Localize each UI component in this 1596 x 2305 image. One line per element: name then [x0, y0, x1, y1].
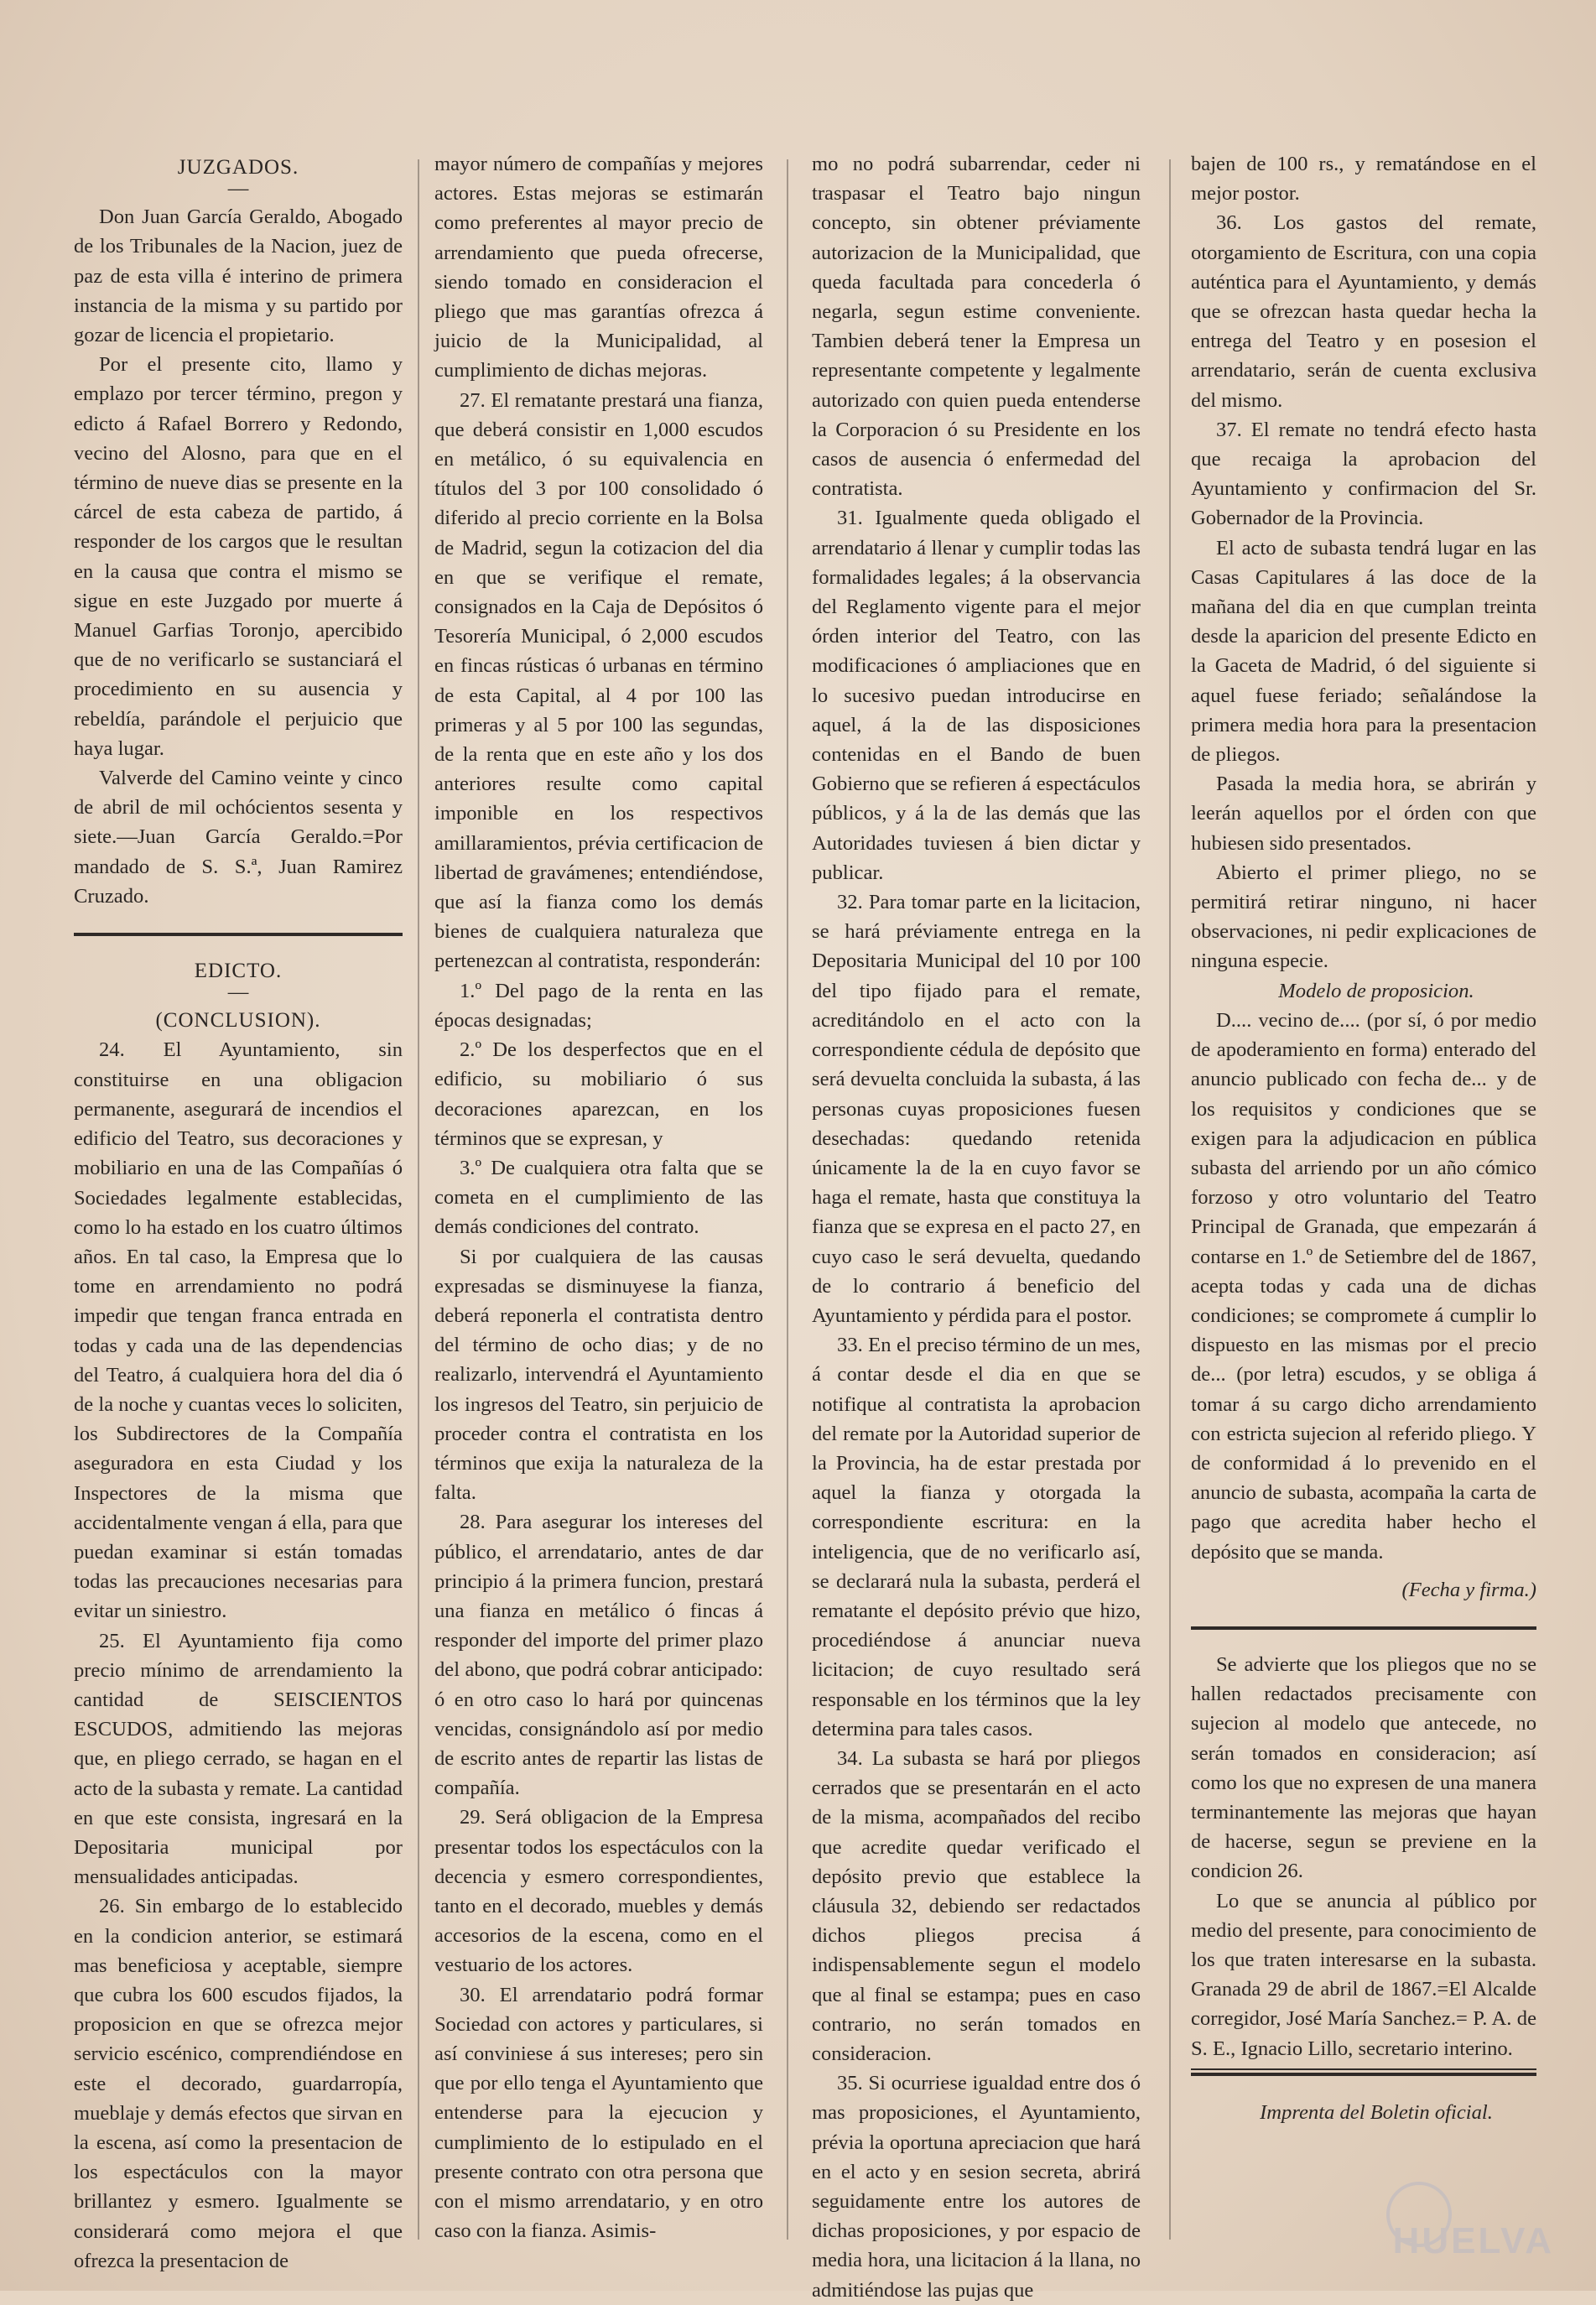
paragraph: 36. Los gastos del remate, otorgamiento de Escritura, con una copia auténtica para el Ayuntamiento, y demás que se ofrezcan hasta quedar hecha la entrega del Teatro y en posesion el arrendatario, serán de cuenta exclusiva del mismo. [1191, 211, 1536, 412]
paragraph: 34. La subasta se hará por pliegos cerrados que se presentarán en el acto de la misma, acompañados del recibo que acredite quedar verificado el depósito previo que establece la cláusula 32, debiendo ser redactados dichos pliegos precisa á indispensablemente segun el modelo que al final se estampa; pues en caso contrario, no serán tomados en consideracion. [812, 1746, 1141, 2065]
paragraph: 3.º De cualquiera otra falta que se cometa en el cumplimiento de las demás condiciones del contrato. [434, 1156, 763, 1239]
paragraph: 24. El Ayuntamiento, sin constituirse en una obligacion permanente, asegurará de incendios el edificio del Teatro, sus decoraciones y mobiliario en una de las Compañías ó Sociedades legalmente establecidas, como lo ha estado en los cuatro últimos años. En tal caso, la Empresa que lo tome en arrendamiento no podrá impedir que tengan franca entrada en todas y cada una de las dependencias del Teatro, á cualquiera hora del dia ó de la noche y cuantas veces lo soliciten, los Subdirectores de la Compañía aseguradora en esta Ciudad y los Inspectores de la misma que accidentalmente vengan á ella, para que puedan examinar si están tomadas todas las precauciones necesarias para evitar un siniestro. [74, 1038, 403, 1623]
paragraph: El acto de subasta tendrá lugar en las Casas Capitulares á las doce de la mañana del dia en que cumplan treinta desde la aparicion del presente Edicto en la Gaceta de Madrid, ó del siguiente si aquel fuese feriado; señalándose la primera media hora para la presentacion de pliegos. [1191, 536, 1536, 767]
section-rule [74, 933, 403, 936]
paragraph: mayor número de compañías y mejores actores. Estas mejoras se estimarán como preferentes al mayor precio de arrendamiento que pueda ofrecerse, siendo tomado en consideracion el pliego que mas garantías ofrezca á juicio de la Municipalidad, al cumplimiento de dichas mejoras. [434, 153, 763, 382]
paragraph: mo no podrá subarrendar, ceder ni traspasar el Teatro bajo ningun concepto, sin obtener préviamente autorizacion de la Municipalidad, que queda facultada para concederla ó negarla, segun estime conveniente. Tambien deberá tener la Empresa un representante competente y legalmente autorizado con quien pueda entenderse la Corporacion ó su Presidente en los casos de ausencia ó enfermedad del contratista. [812, 153, 1141, 501]
paragraph: 31. Igualmente queda obligado el arrendatario á llenar y cumplir todas las formalidades legales; á la observancia del Reglamento vigente para el mejor órden interior del Teatro, con las modificaciones ó ampliaciones que en lo sucesivo puedan introducirse en aquel, á la de las disposiciones contenidas en el Bando de buen Gobierno que se refieren á espectáculos públicos, y á la de las demás que las Autoridades tuviesen á bien dictar y publicar. [812, 507, 1141, 884]
paragraph: 33. En el preciso término de un mes, á contar desde el dia en que se notifique al contratista la aprobacion del remate por la Autoridad superior de la Provincia, ha de estar prestada por aquel la fianza y otorgada la correspondiente escritura: en la inteligencia, que de no verificarlo así, se declarará nula la subasta, perderá el rematante el depósito prévio que hizo, procediéndose á anunciar nueva licitacion; de cuyo resultado será responsable en los términos que la ley determina para tales casos. [812, 1334, 1141, 1740]
paragraph: Por el presente cito, llamo y emplazo por tercer término, pregon y edicto á Rafael Borrero y Redondo, vecino del Alosno, para que en el término de nueve dias se presente en la cárcel de esta cabeza de partido, á responder de los cargos que le resultan en la causa que contra el mismo se sigue en este Juzgado por muerte á Manuel Garfias Toronjo, apercibido que de no verificarlo se sustanciará el procedimiento en su ausencia y rebeldía, parándole el perjuicio que haya lugar. [74, 353, 403, 760]
paragraph: D.... vecino de.... (por sí, ó por medio de apoderamiento en forma) enterado del anuncio publicado con fecha de... y de los requisitos y condiciones que se exigen para la adjudicacion en pública subasta del arriendo por un año cómico forzoso y otro voluntario del Teatro Principal de Granada, que empezarán á contarse en 1.º de Setiembre del de 1867, acepta todas y cada una de dichas condiciones; se compromete á cumplir lo dispuesto en las mismas por el precio de... (por letra) escudos, y se obliga á tomar á su cargo dicho arrendamiento con estricta sujecion al referido pliego. Y de conformidad á lo prevenido en el anuncio de subasta, acompaña la carta de pago que acredita haber hecho el depósito que se manda. [1191, 1008, 1536, 1564]
paragraph: Lo que se anuncia al público por medio del presente, para conocimiento de los que traten interesarse en la subasta. Granada 29 de abril de 1867.=El Alcalde corregidor, José María Sanchez.= P. A. de S. E., Ignacio Lillo, secretario interino. [1191, 1889, 1536, 2060]
paragraph: 37. El remate no tendrá efecto hasta que recaiga la aprobacion del Ayuntamiento y confirmacion del Sr. Gobernador de la Provincia. [1191, 418, 1536, 530]
paragraph: 27. El rematante prestará una fianza, que deberá consistir en 1,000 escudos en metálico, ó su equivalencia en títulos del 3 por 100 consolidado ó diferido al precio corriente en la Bolsa de Madrid, segun la cotizacion del dia en que se verifique el remate, consignados en la Caja de Depósitos ó Tesorería Municipal, ó 2,000 escudos en fincas rústicas ó urbanas en término de esta Capital, al 4 por 100 las primeras y al 5 por 100 las segundas, de la renta que en este año y los dos anteriores resulte como capital imponible en los respectivos amillaramientos, prévia certificacion de libertad de gravámenes; entendiéndose, que así la fianza como los demás bienes de cualquiera naturaleza que pertenezcan al contratista, responderán: [434, 388, 763, 973]
paragraph: 2.º De los desperfectos que en el edificio, su mobiliario ó sus decoraciones aparezcan, en los términos que se expresan, y [434, 1038, 763, 1150]
column-divider [418, 159, 419, 2240]
paragraph: Abierto el primer pliego, no se permitirá retirar ninguno, ni hacer observaciones, ni pedir explicaciones de ninguna especie. [1191, 861, 1536, 973]
column-2 [434, 149, 763, 2245]
section-rule [1191, 1626, 1536, 1630]
heading-dash: — [227, 981, 249, 1004]
footer-rule [1191, 2068, 1536, 2076]
column-divider [1169, 159, 1171, 2240]
italic-caption: Imprenta del Boletin oficial. [1260, 2100, 1493, 2124]
paragraph: 30. El arrendatario podrá formar Sociedad con actores y particulares, si así conviniese á sus intereses; pero sin que por ello tenga el Ayuntamiento que entenderse para la ejecucion y cumplimiento de lo estipulado en el presente contrato con otra persona que con el mismo arrendatario, y en otro caso con la fianza. Asimis- [434, 1983, 763, 2243]
paragraph: 1.º Del pago de la renta en las épocas designadas; [434, 979, 763, 1032]
italic-caption: Modelo de proposicion. [1278, 979, 1474, 1002]
column-4 [1191, 149, 1536, 2127]
archive-watermark-icon: HUELVA [1378, 2193, 1554, 2269]
column-1 [74, 149, 403, 2276]
paragraph: 25. El Ayuntamiento fija como precio mínimo de arrendamiento la cantidad de SEISCIENTOS ESCUDOS, admitiendo las mejoras que, en pliego cerrado, se hagan en el acto de la subasta y remate. La cantidad en que este consista, ingresará en la Depositaria municipal por mensualidades anticipadas. [74, 1629, 403, 1889]
section-heading: EDICTO. [194, 960, 283, 983]
paragraph: Si por cualquiera de las causas expresadas se disminuyese la fianza, deberá reponerla el contratista dentro del término de ocho dias; y de no realizarlo, intervendrá el Ayuntamiento los ingresos del Teatro, sin perjuicio de proceder contra el contratista en los términos que exija la naturaleza de la falta. [434, 1245, 763, 1505]
section-heading: (CONCLUSION). [155, 1009, 321, 1033]
column-3 [812, 149, 1141, 2305]
paragraph: bajen de 100 rs., y rematándose en el mejor postor. [1191, 153, 1536, 206]
heading-dash: — [227, 177, 249, 200]
paragraph: Pasada la media hora, se abrirán y leerán aquellos por el órden con que hubiesen sido presentados. [1191, 773, 1536, 855]
paragraph: 32. Para tomar parte en la licitacion, se hará préviamente entrega en la Depositaria Municipal del 10 por 100 del tipo fijado para el remate, acreditándolo en el acto con la correspondiente cédula de depósito que será devuelta concluida la subasta, á las personas cuyas proposiciones fuesen desechadas: quedando retenida únicamente la de la en cuyo favor se haga el remate, hasta que constituya la fianza que se expresa en el pacto 27, en cuyo caso le será devuelta, quedando de lo contrario á beneficio del Ayuntamiento y pérdida para el postor. [812, 891, 1141, 1327]
section-heading: JUZGADOS. [177, 156, 299, 179]
paragraph: Se advierte que los pliegos que no se hallen redactados precisamente con sujecion al modelo que antecede, no serán tomados en consideracion; así como los que no expresen de una manera terminantemente las mejoras que hayan de hacerse, segun se previene en la condicion 26. [1191, 1652, 1536, 1883]
signature-line: (Fecha y firma.) [1401, 1578, 1536, 1601]
paragraph: 29. Será obligacion de la Empresa presentar todos los espectáculos con la decencia y esmero correspondientes, tanto en el decorado, muebles y demás accesorios de la escena, como en el vestuario de los actores. [434, 1806, 763, 1977]
paragraph: 28. Para asegurar los intereses del público, el arrendatario, antes de dar principio á la primera funcion, prestará una fianza en metálico ó fincas á responder del importe del primer plazo del abono, que podrá cobrar anticipado: ó en otro caso lo hará por quincenas vencidas, consignándolo así por medio de escrito antes de repartir las listas de compañía. [434, 1511, 763, 1800]
column-divider [787, 159, 788, 2240]
paragraph: Valverde del Camino veinte y cinco de abril de mil ochócientos sesenta y siete.—Juan García Geraldo.=Por mandado de S. S.ª, Juan Ramirez Cruzado. [74, 767, 403, 908]
paragraph: 26. Sin embargo de lo establecido en la condicion anterior, se estimará mas beneficiosa y aceptable, siempre que cubra los 600 escudos fijados, la proposicion en que se ofrezca mejor servicio escénico, comprendiéndose en este el decorado, guardarropía, mueblaje y demás efectos que sirvan en la escena, así como la presentacion de los espectáculos con la mayor brillantez y esmero. Igualmente se considerará como mejora el que ofrezca la presentacion de [74, 1895, 403, 2272]
paragraph: Don Juan García Geraldo, Abogado de los Tribunales de la Nacion, juez de paz de esta villa é interino de primera instancia de la misma y su partido por gozar de licencia el propietario. [74, 206, 403, 347]
paragraph: 35. Si ocurriese igualdad entre dos ó mas proposiciones, el Ayuntamiento, prévia la oportuna apreciacion que hará en el acto y en sesion secreta, abrirá seguidamente entre los autores de dichas proposiciones, y por espacio de media hora, una licitacion á la llana, no admitiéndose las pujas que [812, 2072, 1141, 2302]
